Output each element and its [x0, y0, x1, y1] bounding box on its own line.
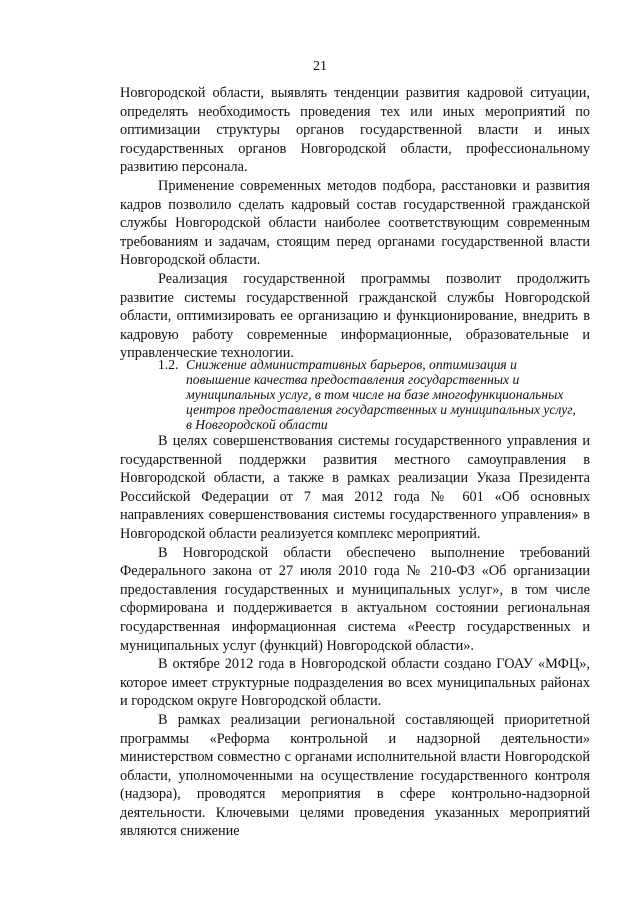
section-title: Снижение административных барьеров, оптимизация и повышение качества предоставления государственных и муниципальных услуг, в том числе на базе многофункциональных центров предоставления государственных и муниципальных услуг, в Новгородской области — [186, 357, 576, 432]
paragraph-continuation: Новгородской области, выявлять тенденции развития кадровой ситуации, определять необходимость проведения тех или иных мероприятий по оптимизации структуры органов государственной власти и иных государственных органов Новгородской области, профессиональному развитию персонала. — [120, 85, 590, 176]
section-number: 1.2. — [158, 357, 179, 372]
page-number: 21 — [313, 59, 327, 74]
paragraph-federal-law: В Новгородской области обеспечено выполнение требований Федерального закона от 27 июля 2010 года № 210-ФЗ «Об организации предоставления государственных и муниципальных услуг», в том числе сформирована и поддерживается в актуальном состоянии региональная государственная информационная система «Реестр государственных и муниципальных услуг (функций) Новгородской области». — [120, 544, 590, 654]
paragraph-state-governance: В целях совершенствования системы государственного управления и государственной поддержки развития местного самоуправления в Новгородской области, а также в рамках реализации Указа Президента Российской Федерации от 7 мая 2012 года № 601 «Об основных направлениях совершенствования системы государственного управления» в Новгородской области реализуется комплекс мероприятий. — [120, 433, 590, 542]
paragraph-control-reform: В рамках реализации региональной составляющей приоритетной программы «Реформа контрольной и надзорной деятельности» министерством совместно с органами исполнительной власти Новгородской области, уполномоченными на осуществление государственного контроля (надзора), проводятся мероприятия в сфере контрольно-надзорной деятельности. Ключевыми целями проведения указанных мероприятий являются снижение — [120, 711, 590, 840]
body-text-top — [120, 84, 590, 363]
paragraph-program-implementation: Реализация государственной программы позволит продолжить развитие системы государственной гражданской службы Новгородской области, оптимизировать ее организацию и функционирование, внедрить в кадровую работу современные информационные, образовательные и управленческие технологии. — [120, 270, 590, 362]
paragraph-recruitment-methods: Применение современных методов подбора, расстановки и развития кадров позволило сделать кадровый состав государственной гражданской службы Новгородской области наиболее соответствующим современным требованиям и задачам, стоящим перед органами государственной власти Новгородской области. — [120, 177, 590, 269]
section-heading — [158, 357, 578, 432]
paragraph-mfc: В октябре 2012 года в Новгородской области создано ГОАУ «МФЦ», которое имеет структурные подразделения во всех муниципальных районах и городском округе Новгородской области. — [120, 656, 590, 710]
body-text-bottom — [120, 432, 590, 841]
